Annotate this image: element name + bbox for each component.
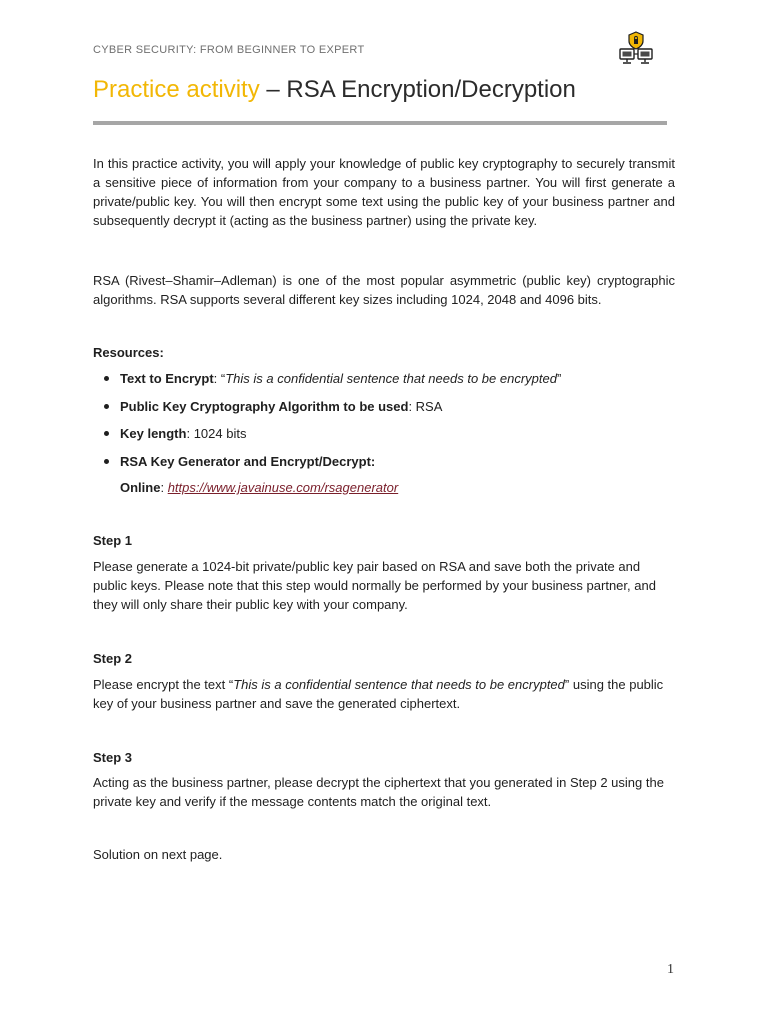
resource-value: RSA bbox=[415, 398, 443, 414]
resource-separator: : “ bbox=[213, 371, 226, 386]
resource-label: Public Key Cryptography Algorithm to be used bbox=[120, 398, 409, 414]
resource-value: This is a confidential sentence that needs to be encrypted bbox=[225, 371, 557, 386]
solution-note: Solution on next page. bbox=[93, 847, 223, 862]
list-item bbox=[93, 424, 675, 452]
online-separator: : bbox=[160, 480, 168, 495]
step-2-text-before: Please encrypt the text “ bbox=[93, 677, 234, 692]
step-2-heading: Step 2 bbox=[93, 651, 133, 666]
resources-heading: Resources: bbox=[93, 345, 164, 360]
page-number: 1 bbox=[667, 962, 674, 977]
online-label: Online bbox=[120, 480, 161, 495]
header-course-title: CYBER SECURITY: FROM BEGINNER TO EXPERT bbox=[93, 44, 365, 56]
intro-paragraph-2: RSA (Rivest–Shamir–Adleman) is one of the most popular asymmetric (public key) cryptographic algorithms. RSA supports several different key sizes including 1024, 2048 and 4096 bits. bbox=[93, 273, 675, 307]
list-item bbox=[93, 369, 675, 397]
bullet-icon bbox=[104, 431, 109, 436]
title-accent: Practice activity bbox=[93, 76, 260, 103]
step-1-text: Please generate a 1024-bit private/public key pair based on RSA and save both the private and public keys. Please note that this step would normally be performed by your business partner, and they will only share their public key with your company. bbox=[93, 559, 656, 612]
bullet-icon bbox=[104, 376, 109, 381]
resource-separator: : bbox=[186, 426, 194, 441]
resource-value: 1024 bits bbox=[193, 426, 247, 441]
resource-label: Key length bbox=[120, 426, 187, 441]
resource-label: Text to Encrypt bbox=[120, 371, 214, 386]
step-2-text-italic: This is a confidential sentence that needs to be encrypted bbox=[233, 677, 565, 692]
list-item bbox=[93, 397, 675, 425]
title-rest: – RSA Encryption/Decryption bbox=[259, 76, 576, 103]
step-2-text-after: ” using the public key of your business partner and save the generated ciphertext. bbox=[93, 677, 664, 711]
bullet-icon bbox=[104, 404, 109, 409]
resource-end: ” bbox=[556, 371, 562, 386]
rsa-generator-link[interactable]: https://www.javainuse.com/rsagenerator bbox=[167, 480, 399, 495]
resource-separator: : bbox=[408, 398, 416, 414]
step-2-text bbox=[93, 675, 675, 713]
intro-paragraph-1: In this practice activity, you will apply your knowledge of public key cryptography to securely transmit a sensitive piece of information from your company to a business partner. You will first generate a private/public key. You will then encrypt some text using the public key of your business partner and subsequently decrypt it (acting as the business partner) using the private key. bbox=[93, 156, 675, 228]
step-1-heading: Step 1 bbox=[93, 533, 133, 548]
cyber-security-logo-icon bbox=[617, 31, 655, 67]
bullet-icon bbox=[104, 459, 109, 464]
page-title bbox=[93, 76, 576, 104]
title-divider bbox=[93, 121, 667, 125]
resource-label: RSA Key Generator and Encrypt/Decrypt: bbox=[120, 453, 376, 469]
step-3-heading: Step 3 bbox=[93, 750, 133, 765]
list-item bbox=[93, 452, 675, 480]
resources-list bbox=[93, 369, 675, 479]
online-resource bbox=[120, 478, 398, 497]
step-3-text: Acting as the business partner, please decrypt the ciphertext that you generated in Step 2 using the private key and verify if the message contents match the original text. bbox=[93, 775, 664, 809]
